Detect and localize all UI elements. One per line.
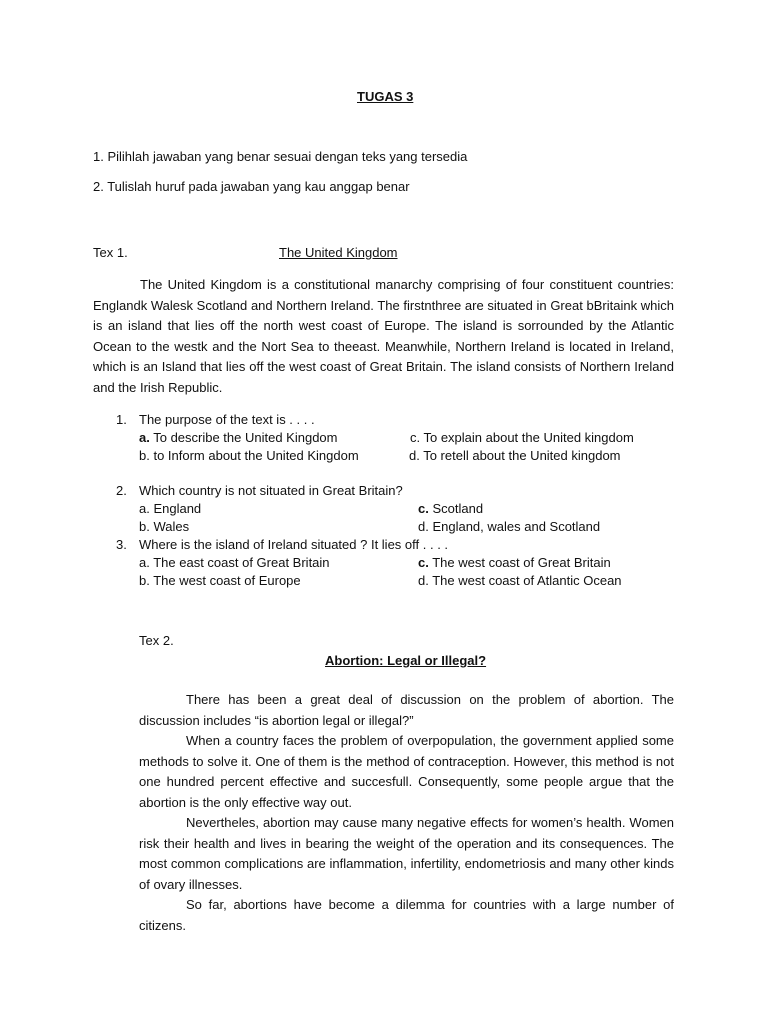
question-3-text: Where is the island of Ireland situated ? It lies off . . . . xyxy=(139,537,449,552)
text2-label: Tex 2. xyxy=(139,633,174,648)
question-2-text: Which country is not situated in Great Britain? xyxy=(139,483,403,498)
question-3-option-c: c. The west coast of Great Britain xyxy=(418,555,611,570)
text1-paragraph: The United Kingdom is a constitutional manarchy comprising of four constituent countries: Englandk Walesk Scotland and Northern Ireland. The firstnthree are situated in Great bBritaink which is an island that lies off the north west coast of Europe. The island is sorrounded by the Atlantic Ocean to the westk and the Nort Sea to theeast. Meanwhile, Northern Ireland is located in Ireland, which is an Island that lies off the west coast of Great Britain. The island consists of Northern Ireland and the Irish Republic. xyxy=(93,277,674,395)
text2-paragraph-1: There has been a great deal of discussion on the problem of abortion. The discussion includes “is abortion legal or illegal?” xyxy=(139,692,674,728)
text2-paragraph-3: Nevertheles, abortion may cause many negative effects for women’s health. Women risk their health and lives in bearing the weight of the operation and its consequences. The most common complications are inflammation, infertility, endometriosis and many other kinds of ovary illnesses. xyxy=(139,815,674,892)
question-2-option-b: b. Wales xyxy=(139,519,190,534)
instruction-2: 2. Tulislah huruf pada jawaban yang kau anggap benar xyxy=(93,179,410,194)
question-3-option-b: b. The west coast of Europe xyxy=(139,573,301,588)
text2-paragraph-2: When a country faces the problem of overpopulation, the government applied some methods to solve it. One of them is the method of contraception. However, this method is not one hundred percent effective and succesfull. Consequently, some people argue that the abortion is the only effective way out. xyxy=(139,733,674,810)
question-1-option-b: b. to Inform about the United Kingdom xyxy=(139,448,359,463)
question-1-option-d: d. To retell about the United kingdom xyxy=(409,448,621,463)
page-title: TUGAS 3 xyxy=(357,89,414,104)
question-2-number: 2. xyxy=(116,483,127,498)
question-2-option-c: c. Scotland xyxy=(418,501,484,516)
question-2-option-a: a. England xyxy=(139,501,202,516)
question-3-option-d: d. The west coast of Atlantic Ocean xyxy=(418,573,622,588)
question-3-number: 3. xyxy=(116,537,127,552)
instruction-1: 1. Pilihlah jawaban yang benar sesuai dengan teks yang tersedia xyxy=(93,149,468,164)
text2-paragraph-4: So far, abortions have become a dilemma for countries with a large number of citizens. xyxy=(139,897,674,933)
text1-label: Tex 1. xyxy=(93,245,128,260)
question-1-option-a: a. To describe the United Kingdom xyxy=(139,430,338,445)
question-1-option-c: c. To explain about the United kingdom xyxy=(410,430,634,445)
question-1-number: 1. xyxy=(116,412,127,427)
question-1-text: The purpose of the text is . . . . xyxy=(139,412,315,427)
text1-heading: The United Kingdom xyxy=(279,245,398,260)
text2-heading: Abortion: Legal or Illegal? xyxy=(325,653,487,668)
question-2-option-d: d. England, wales and Scotland xyxy=(418,519,601,534)
question-3-option-a: a. The east coast of Great Britain xyxy=(139,555,330,570)
